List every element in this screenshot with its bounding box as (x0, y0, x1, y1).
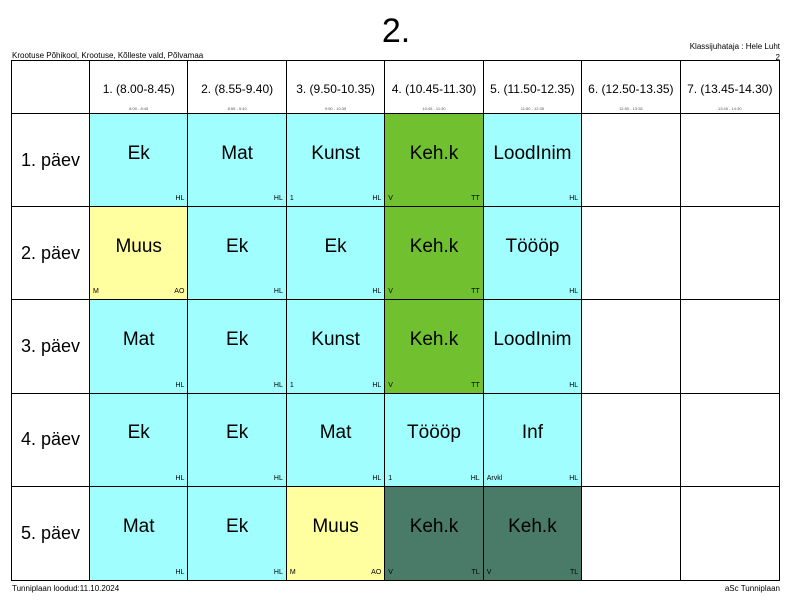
lesson-subject: LoodInim (493, 328, 572, 350)
lesson-subject: Inf (521, 422, 543, 444)
lesson-subject: Keh.k (409, 142, 459, 164)
lesson-cell[interactable] (484, 394, 582, 487)
period-header (188, 61, 286, 114)
lesson-subject: Töööp (505, 235, 560, 257)
lesson-teacher: HL (372, 474, 382, 482)
lesson-teacher: HL (569, 381, 579, 389)
lesson-room: V (486, 568, 492, 576)
empty-slot (681, 394, 779, 487)
lesson-subject: Keh.k (409, 235, 459, 257)
lesson-subject: Ek (226, 328, 249, 350)
lesson-subject: Mat (221, 142, 253, 164)
lesson-cell[interactable] (287, 394, 385, 487)
corner-cell (12, 61, 90, 114)
lesson-subject: LoodInim (493, 142, 572, 164)
lesson-cell[interactable] (484, 114, 582, 207)
school-name: Krootuse Põhikool, Krootuse, Kõlleste vald, Põlvamaa (12, 51, 204, 60)
period-time: 8:00 - 8:45 (129, 106, 149, 111)
lesson-room: 1 (289, 195, 294, 203)
lesson-subject: Kunst (311, 142, 360, 164)
lesson-cell[interactable] (287, 207, 385, 300)
lesson-cell[interactable] (90, 114, 188, 207)
lesson-teacher: HL (569, 474, 579, 482)
lesson-cell[interactable] (287, 300, 385, 393)
lesson-teacher: HL (273, 288, 283, 296)
period-label: 3. (9.50-10.35) (296, 82, 375, 96)
lesson-cell[interactable] (188, 394, 286, 487)
lesson-subject: Ek (127, 142, 150, 164)
day-header: 2. päev (12, 207, 90, 300)
lesson-teacher: HL (273, 568, 283, 576)
empty-slot (582, 207, 680, 300)
period-label: 7. (13.45-14.30) (687, 82, 773, 96)
lesson-room: V (388, 381, 393, 389)
lesson-room: V (388, 288, 393, 296)
period-header (582, 61, 680, 114)
lesson-cell[interactable] (484, 487, 582, 580)
lesson-room: 1 (388, 474, 393, 482)
day-header: 1. päev (12, 114, 90, 207)
lesson-teacher: HL (372, 381, 382, 389)
period-header (681, 61, 779, 114)
empty-slot (582, 300, 680, 393)
lesson-subject: Ek (324, 235, 347, 257)
lesson-subject: Keh.k (409, 515, 459, 537)
lesson-cell[interactable] (90, 300, 188, 393)
period-label: 5. (11.50-12.35) (490, 82, 575, 96)
period-header (287, 61, 385, 114)
empty-slot (582, 114, 680, 207)
lesson-room: Arvkl (486, 474, 503, 482)
lesson-teacher: HL (175, 381, 185, 389)
lesson-cell[interactable] (484, 207, 582, 300)
lesson-cell[interactable] (90, 207, 188, 300)
lesson-cell[interactable] (188, 487, 286, 580)
lesson-teacher: TL (569, 568, 579, 576)
lesson-teacher: TT (471, 288, 480, 296)
lesson-teacher: HL (175, 474, 185, 482)
lesson-cell[interactable] (188, 300, 286, 393)
page-title: 2. (381, 12, 411, 50)
lesson-teacher: AO (371, 568, 382, 576)
lesson-teacher: TT (471, 195, 480, 203)
period-label: 6. (12.50-13.35) (588, 82, 674, 96)
lesson-teacher: HL (175, 195, 185, 203)
class-teacher: Klassijuhataja : Hele Luht (689, 42, 780, 51)
lesson-teacher: HL (470, 474, 480, 482)
empty-slot (582, 394, 680, 487)
lesson-subject: Ek (226, 235, 249, 257)
empty-slot (681, 114, 779, 207)
day-header: 3. päev (12, 300, 90, 393)
empty-slot (582, 487, 680, 580)
empty-slot (681, 207, 779, 300)
lesson-subject: Muus (115, 235, 162, 257)
lesson-room: V (388, 568, 393, 576)
lesson-cell[interactable] (385, 300, 483, 393)
lesson-teacher: HL (273, 381, 283, 389)
period-label: 4. (10.45-11.30) (391, 82, 477, 96)
lesson-room: V (388, 195, 393, 203)
day-header: 4. päev (12, 394, 90, 487)
lesson-subject: Ek (226, 422, 249, 444)
lesson-cell[interactable] (484, 300, 582, 393)
lesson-subject: Töööp (407, 422, 461, 444)
period-label: 1. (8.00-8.45) (102, 82, 175, 96)
page-number: 2 (775, 53, 780, 62)
lesson-subject: Ek (226, 515, 249, 537)
period-header (90, 61, 188, 114)
empty-slot (681, 487, 779, 580)
lesson-cell[interactable] (385, 114, 483, 207)
lesson-subject: Kunst (311, 328, 360, 350)
lesson-cell[interactable] (385, 487, 483, 580)
lesson-teacher: HL (273, 195, 283, 203)
period-time: 12:50 - 13:35 (619, 106, 643, 111)
lesson-teacher: HL (372, 195, 382, 203)
lesson-teacher: HL (273, 474, 283, 482)
lesson-subject: Keh.k (508, 515, 557, 537)
lesson-cell[interactable] (287, 487, 385, 580)
lesson-cell[interactable] (287, 114, 385, 207)
empty-slot (681, 300, 779, 393)
lesson-teacher: AO (174, 288, 185, 296)
lesson-room: M (93, 288, 99, 296)
lesson-subject: Ek (127, 422, 150, 444)
period-time: 9:50 - 10:35 (324, 106, 347, 111)
lesson-subject: Mat (122, 515, 155, 537)
lesson-teacher: HL (372, 288, 382, 296)
period-header (484, 61, 582, 114)
period-time: 10:45 - 11:30 (422, 106, 446, 111)
lesson-cell[interactable] (188, 207, 286, 300)
period-time: 8:55 - 9:40 (227, 106, 247, 111)
lesson-teacher: HL (569, 288, 579, 296)
app-name: aSc Tunniplaan (724, 584, 780, 593)
lesson-cell[interactable] (385, 207, 483, 300)
lesson-room: M (289, 568, 296, 576)
lesson-teacher: TT (471, 381, 480, 389)
lesson-cell[interactable] (385, 394, 483, 487)
lesson-subject: Keh.k (409, 328, 459, 350)
lesson-subject: Muus (312, 515, 359, 537)
period-label: 2. (8.55-9.40) (201, 82, 274, 96)
lesson-room: 1 (289, 381, 294, 389)
day-header: 5. päev (12, 487, 90, 580)
created-date: Tunniplaan loodud:11.10.2024 (12, 584, 120, 593)
lesson-subject: Mat (319, 422, 352, 444)
lesson-teacher: HL (175, 568, 185, 576)
lesson-cell[interactable] (90, 487, 188, 580)
lesson-teacher: HL (569, 195, 579, 203)
lesson-subject: Mat (122, 328, 155, 350)
lesson-cell[interactable] (188, 114, 286, 207)
period-header (385, 61, 483, 114)
timetable-grid (11, 60, 780, 581)
lesson-cell[interactable] (90, 394, 188, 487)
period-time: 11:50 - 12:35 (520, 106, 545, 111)
period-time: 13:45 - 14:30 (717, 106, 742, 111)
lesson-teacher: TL (471, 568, 480, 576)
